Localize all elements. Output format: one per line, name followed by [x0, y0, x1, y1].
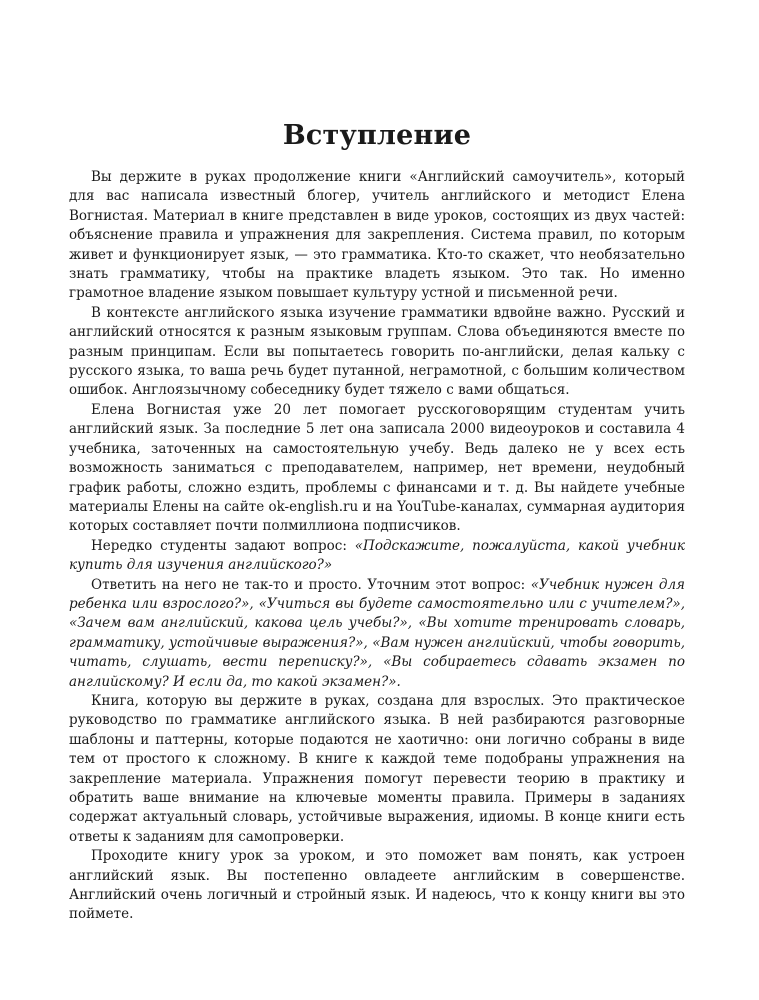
paragraph-6 — [69, 692, 685, 847]
paragraph-5 — [69, 576, 685, 692]
italic-quote: «Подскажите, пожалуйста, какой учебник купить для изучения английского?» — [69, 537, 685, 574]
paragraph-text: Нередко студенты задают вопрос: — [91, 537, 355, 554]
paragraph-7 — [69, 847, 685, 925]
page-title: Вступление — [282, 120, 472, 151]
paragraph-4 — [69, 537, 685, 576]
paragraph-text: Книга, которую вы держите в руках, создана для взрослых. Это практическое руководство по грамматике английского языка. В ней разбираются разговорные шаблоны и паттерны, которые подаются не хаотично: они логично собраны в виде тем от простого к сложному. В книге к каждой теме подобраны упражнения на закрепление материала. Упражнения помогут перевести теорию в практику и обратить ваше внимание на ключевые моменты правила. Примеры в заданиях содержат актуальный словарь, устойчивые выражения, идиомы. В конце книги есть ответы к заданиям для самопроверки. — [69, 692, 685, 845]
paragraph-3 — [69, 401, 685, 537]
paragraph-text: Проходите книгу урок за уроком, и это поможет вам понять, как устроен английский язык. Вы постепенно овладеете английским в совершенстве. Английский очень логичный и стройный язык. И надеюсь, что к концу книги вы это поймете. — [69, 848, 685, 923]
paragraph-text: Елена Вогнистая уже 20 лет помогает русскоговорящим студентам учить английский язык. За последние 5 лет она записала 2000 видеоуроков и составила 4 учебника, заточенных на самостоятельную учебу. Ведь далеко не у всех есть возможность заниматься с преподавателем, например, нет времени, неудобный график работы, сложно ездить, проблемы с финансами и т. д. Вы найдете учебные материалы Елены на сайте ok-english.ru и на YouTube-каналах, суммарная аудитория которых составляет почти полмиллиона подписчиков. — [69, 401, 685, 535]
paragraph-1 — [69, 168, 685, 304]
paragraph-2 — [69, 304, 685, 401]
italic-quote: «Учебник нужен для ребенка или взрослого?», «Учиться вы будете самостоятельно или с учителем?», «Зачем вам английский, какова цель учебы?», «Вы хотите тренировать словарь, грамматику, устойчивые выражения?», «Вам нужен английский, чтобы говорить, читать, слушать, вести переписку?», «Вы собираетесь сдавать экзамен по английскому? И если да, то какой экзамен?». — [69, 576, 686, 690]
paragraph-text: Ответить на него не так-то и просто. Уточним этот вопрос: — [91, 576, 531, 593]
paragraph-text: Вы держите в руках продолжение книги «Английский самоучитель», который для вас написала известный блогер, учитель английского и методист Елена Вогнистая. Материал в книге представлен в виде уроков, состоящих из двух частей: объяснение правила и упражнения для закрепления. Система правил, по которым живет и функционирует язык, — это грамматика. Кто-то скажет, что необязательно знать грамматику, чтобы на практике владеть языком. Это так. Но именно грамотное владение языком повышает культуру устной и письменной речи. — [69, 169, 685, 302]
page-content — [69, 118, 685, 925]
paragraph-text: В контексте английского языка изучение грамматики вдвойне важно. Русский и английский относятся к разным языковым группам. Слова объединяются вместе по разным принципам. Если вы попытаетесь говорить по-английски, делая кальку с русского языка, то ваша речь будет путанной, неграмотной, с большим количеством ошибок. Англоязычному собеседнику будет тяжело с вами общаться. — [69, 304, 685, 399]
